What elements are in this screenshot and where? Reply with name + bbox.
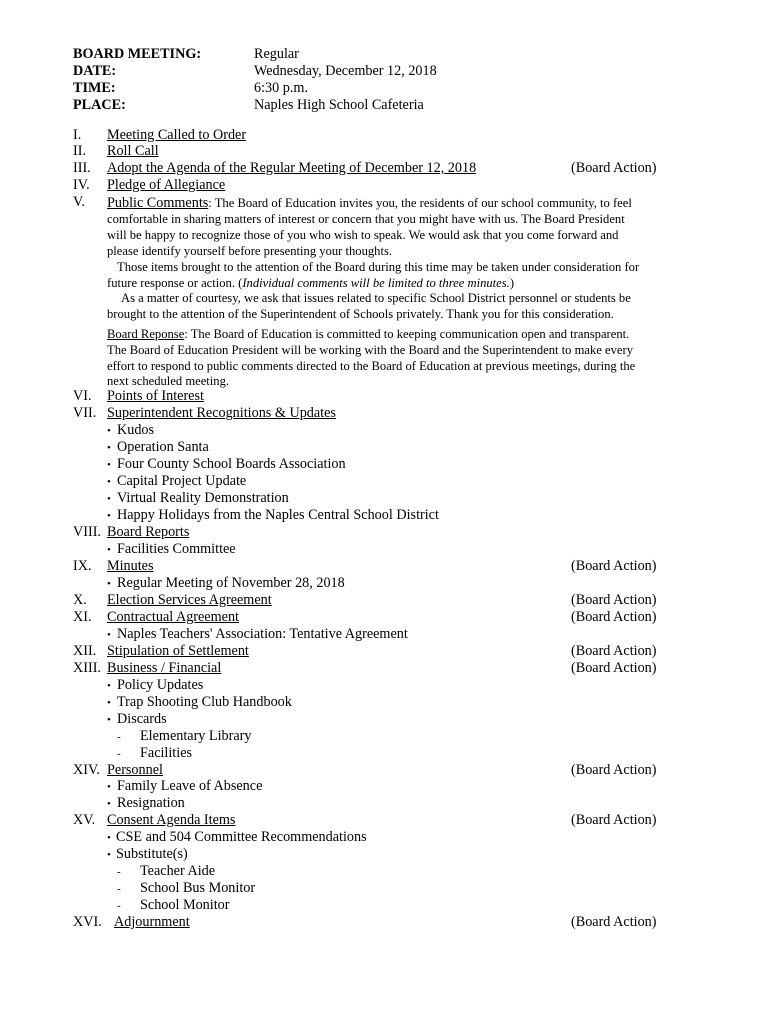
item-num-xii: XII.: [73, 643, 97, 659]
dash-icon: -: [117, 748, 121, 760]
list-item-label: Capital Project Update: [117, 473, 247, 489]
bullet-icon: •: [107, 442, 111, 454]
item-title-viii: Board Reports: [107, 524, 190, 540]
bullet-icon: •: [107, 425, 111, 437]
list-item-label: Family Leave of Absence: [117, 778, 263, 794]
list-item-label: Substitute(s): [116, 846, 188, 862]
item-num-v: V.: [73, 194, 85, 210]
board-response-line-3: effort to respond to public comments directed to the Board of Education at previous meetings, during the: [107, 359, 636, 373]
item-title-x: Election Services Agreement: [107, 592, 272, 608]
list-item: [107, 829, 367, 847]
board-action-xiii: (Board Action): [571, 660, 657, 676]
item-title-xv: Consent Agenda Items: [107, 812, 236, 828]
list-item-label: Policy Updates: [117, 677, 204, 693]
item-num-iii: III.: [73, 160, 91, 176]
item-title-xvi: Adjournment: [114, 914, 190, 930]
list-item: [107, 507, 439, 525]
item-num-ix: IX.: [73, 558, 92, 574]
sub-list-item-label: Elementary Library: [140, 728, 252, 744]
bullet-icon: •: [107, 680, 111, 692]
item-title-ii: Roll Call: [107, 143, 159, 159]
sub-list-item-label: School Monitor: [140, 897, 230, 913]
item-title-vi: Points of Interest: [107, 388, 204, 404]
list-item: [107, 473, 246, 491]
list-item: [107, 439, 209, 457]
public-comments-line-7: As a matter of courtesy, we ask that issues related to specific School District personnel or students be: [121, 291, 631, 305]
item-title-v: Public Comments: [107, 195, 209, 211]
public-comments-line-2: comfortable in sharing matters of interest or concern that you might have with us. The Board President: [107, 212, 625, 226]
dash-icon: -: [117, 883, 121, 895]
list-item-label: Resignation: [117, 795, 185, 811]
list-item: [107, 677, 203, 695]
sub-list-item: [117, 863, 215, 881]
sub-list-item-label: School Bus Monitor: [140, 880, 256, 896]
dash-icon: -: [117, 731, 121, 743]
public-comments-line-1: [107, 195, 632, 211]
sub-list-item: [117, 745, 192, 763]
item-num-xvi: XVI.: [73, 914, 102, 930]
list-item-label: Discards: [117, 711, 167, 727]
item-title-xii: Stipulation of Settlement: [107, 643, 249, 659]
list-item: [107, 575, 345, 593]
item-num-i: I.: [73, 127, 82, 143]
item-title-iii: Adopt the Agenda of the Regular Meeting of December 12, 2018: [107, 160, 477, 176]
value-place: Naples High School Cafeteria: [254, 97, 424, 113]
list-item: [107, 795, 185, 813]
item-num-xiv: XIV.: [73, 762, 100, 778]
board-response-line-1: [107, 326, 629, 342]
item-title-xiv: Personnel: [107, 762, 163, 778]
board-action-x: (Board Action): [571, 592, 657, 608]
list-item-label: Regular Meeting of November 28, 2018: [117, 575, 345, 591]
board-action-xvi: (Board Action): [571, 914, 657, 930]
sub-list-item: [117, 897, 229, 915]
bullet-icon: •: [107, 578, 111, 590]
bullet-icon: •: [107, 849, 111, 861]
label-place: PLACE:: [73, 97, 126, 113]
board-action-xii: (Board Action): [571, 643, 657, 659]
item-title-xi: Contractual Agreement: [107, 609, 239, 625]
board-action-xv: (Board Action): [571, 812, 657, 828]
value-time: 6:30 p.m.: [254, 80, 308, 96]
list-item: [107, 456, 346, 474]
board-action-ix: (Board Action): [571, 558, 657, 574]
list-item: [107, 490, 289, 508]
item-num-vii: VII.: [73, 405, 97, 421]
board-action-iii: (Board Action): [571, 160, 657, 176]
value-meeting-type: Regular: [254, 46, 299, 62]
label-board-meeting: BOARD MEETING:: [73, 46, 202, 62]
bullet-icon: •: [107, 714, 111, 726]
bullet-icon: •: [107, 493, 111, 505]
item-title-i: Meeting Called to Order: [107, 127, 247, 143]
bullet-icon: •: [107, 544, 111, 556]
board-action-xi: (Board Action): [571, 609, 657, 625]
list-item-label: Kudos: [117, 422, 155, 438]
list-item-label: Naples Teachers' Association: Tentative Agreement: [117, 626, 408, 642]
list-item: [107, 711, 167, 729]
label-date: DATE:: [73, 63, 117, 79]
sub-list-item-label: Facilities: [140, 745, 193, 761]
list-item-label: Facilities Committee: [117, 541, 236, 557]
list-item: [107, 422, 154, 440]
public-comments-line-4: please identify yourself before presenting your thoughts.: [107, 244, 393, 258]
bullet-icon: •: [107, 697, 111, 709]
item-num-xi: XI.: [73, 609, 92, 625]
public-comments-line-5: Those items brought to the attention of the Board during this time may be taken under consideration for: [117, 260, 640, 274]
item-num-iv: IV.: [73, 177, 90, 193]
board-response-text: : The Board of Education is committed to keeping communication open and transparent.: [184, 327, 630, 341]
board-response-line-2: The Board of Education President will be working with the Board and the Superintendent to make every: [107, 343, 634, 357]
list-item: [107, 626, 408, 644]
item-num-ii: II.: [73, 143, 86, 159]
list-item-label: Operation Santa: [117, 439, 209, 455]
list-item-label: Trap Shooting Club Handbook: [117, 694, 292, 710]
bullet-icon: •: [107, 781, 111, 793]
bullet-icon: •: [107, 798, 111, 810]
list-item-label: Virtual Reality Demonstration: [117, 490, 289, 506]
value-date: Wednesday, December 12, 2018: [254, 63, 437, 79]
item-title-iv: Pledge of Allegiance: [107, 177, 226, 193]
time-limit-note: Individual comments will be limited to three minutes.: [242, 276, 510, 290]
time-limit-close: ): [509, 276, 515, 290]
bullet-icon: •: [107, 510, 111, 522]
bullet-icon: •: [107, 832, 111, 844]
dash-icon: -: [117, 866, 121, 878]
item-num-x: X.: [73, 592, 87, 608]
label-time: TIME:: [73, 80, 116, 96]
bullet-icon: •: [107, 629, 111, 641]
public-comments-line-6: [107, 275, 514, 291]
item-title-vii: Superintendent Recognitions & Updates: [107, 405, 336, 421]
response-action-text: future response or action. (: [107, 276, 243, 290]
bullet-icon: •: [107, 459, 111, 471]
public-comments-text: : The Board of Education invites you, the residents of our school community, to feel: [208, 196, 632, 210]
sub-list-item: [117, 728, 251, 746]
list-item-label: Four County School Boards Association: [117, 456, 346, 472]
sub-list-item-label: Teacher Aide: [140, 863, 216, 879]
item-num-xiii: XIII.: [73, 660, 101, 676]
board-response-title: Board Reponse: [107, 327, 185, 341]
sub-list-item: [117, 880, 255, 898]
list-item: [107, 694, 292, 712]
list-item: [107, 846, 188, 864]
list-item: [107, 541, 236, 559]
item-num-xv: XV.: [73, 812, 96, 828]
board-response-line-4: next scheduled meeting.: [107, 374, 230, 388]
public-comments-line-8: brought to the attention of the Superintendent of Schools privately. Thank you for this consideration.: [107, 307, 614, 321]
list-item-label: CSE and 504 Committee Recommendations: [116, 829, 367, 845]
item-num-viii: VIII.: [73, 524, 101, 540]
board-action-xiv: (Board Action): [571, 762, 657, 778]
list-item-label: Happy Holidays from the Naples Central School District: [117, 507, 439, 523]
public-comments-line-3: will be happy to recognize those of you who wish to speak. We would ask that you come forward and: [107, 228, 619, 242]
item-num-vi: VI.: [73, 388, 92, 404]
bullet-icon: •: [107, 476, 111, 488]
dash-icon: -: [117, 900, 121, 912]
list-item: [107, 778, 262, 796]
item-title-xiii: Business / Financial: [107, 660, 222, 676]
item-title-ix: Minutes: [107, 558, 154, 574]
